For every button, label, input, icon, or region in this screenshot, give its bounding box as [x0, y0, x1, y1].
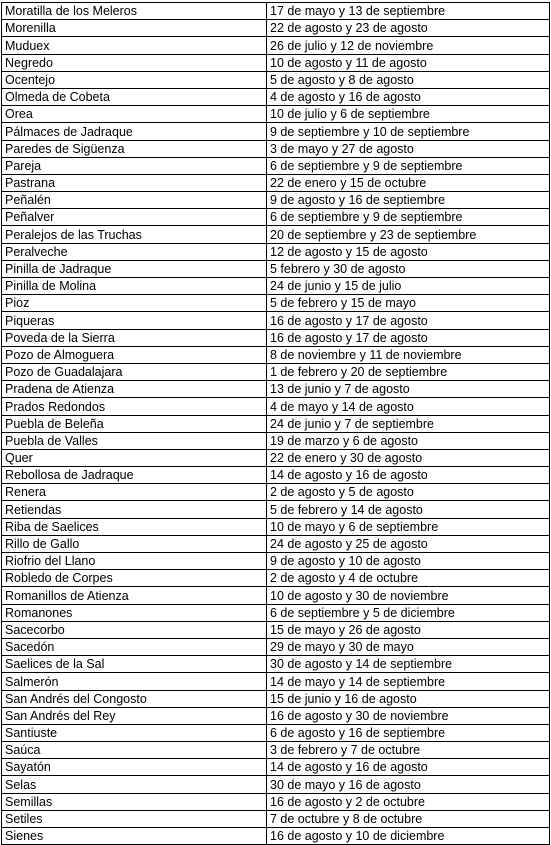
- table-row: [2, 106, 550, 123]
- municipality-cell: Romanones: [2, 604, 267, 621]
- dates-cell: 6 de septiembre y 9 de septiembre: [267, 209, 550, 226]
- dates-cell: 14 de mayo y 14 de septiembre: [267, 673, 550, 690]
- dates-cell: 15 de junio y 16 de agosto: [267, 690, 550, 707]
- table-row: [2, 570, 550, 587]
- municipality-cell: Riofrio del Llano: [2, 553, 267, 570]
- dates-cell: 10 de agosto y 30 de noviembre: [267, 587, 550, 604]
- municipality-cell: Pradena de Atienza: [2, 381, 267, 398]
- table-row: [2, 226, 550, 243]
- dates-cell: 19 de marzo y 6 de agosto: [267, 432, 550, 449]
- table-row: [2, 243, 550, 260]
- dates-cell: 16 de agosto y 30 de noviembre: [267, 707, 550, 724]
- table-row: [2, 3, 550, 20]
- municipality-cell: Semillas: [2, 793, 267, 810]
- dates-cell: 17 de mayo y 13 de septiembre: [267, 3, 550, 20]
- municipality-cell: Peñalén: [2, 192, 267, 209]
- dates-cell: 14 de agosto y 16 de agosto: [267, 759, 550, 776]
- dates-cell: 2 de agosto y 4 de octubre: [267, 570, 550, 587]
- municipality-cell: Pinilla de Jadraque: [2, 260, 267, 277]
- municipality-cell: Sacedón: [2, 638, 267, 655]
- table-row: [2, 638, 550, 655]
- table-row: [2, 312, 550, 329]
- dates-cell: 9 de septiembre y 10 de septiembre: [267, 123, 550, 140]
- dates-cell: 30 de agosto y 14 de septiembre: [267, 656, 550, 673]
- municipality-cell: San Andrés del Congosto: [2, 690, 267, 707]
- municipality-cell: Peralejos de las Truchas: [2, 226, 267, 243]
- table-row: [2, 587, 550, 604]
- table-row: [2, 673, 550, 690]
- municipality-cell: Rillo de Gallo: [2, 535, 267, 552]
- dates-cell: 10 de mayo y 6 de septiembre: [267, 518, 550, 535]
- dates-cell: 13 de junio y 7 de agosto: [267, 381, 550, 398]
- municipality-cell: Sacecorbo: [2, 621, 267, 638]
- table-row: [2, 381, 550, 398]
- table-row: [2, 535, 550, 552]
- table-row: [2, 518, 550, 535]
- municipality-cell: Pozo de Guadalajara: [2, 363, 267, 380]
- municipality-cell: Puebla de Beleña: [2, 415, 267, 432]
- table-row: [2, 278, 550, 295]
- dates-cell: 22 de enero y 30 de agosto: [267, 449, 550, 466]
- municipality-cell: Pioz: [2, 295, 267, 312]
- table-row: [2, 209, 550, 226]
- table-row: [2, 363, 550, 380]
- municipality-cell: Orea: [2, 106, 267, 123]
- municipality-cell: Quer: [2, 449, 267, 466]
- dates-cell: 7 de octubre y 8 de octubre: [267, 810, 550, 827]
- municipality-cell: Renera: [2, 484, 267, 501]
- table-row: [2, 192, 550, 209]
- dates-cell: 3 de febrero y 7 de octubre: [267, 742, 550, 759]
- table-row: [2, 828, 550, 845]
- dates-cell: 3 de mayo y 27 de agosto: [267, 140, 550, 157]
- table-row: [2, 71, 550, 88]
- dates-cell: 2 de agosto y 5 de agosto: [267, 484, 550, 501]
- dates-cell: 10 de agosto y 11 de agosto: [267, 54, 550, 71]
- festivities-table: [1, 2, 550, 845]
- municipality-cell: Muduex: [2, 37, 267, 54]
- municipality-cell: Negredo: [2, 54, 267, 71]
- table-row: [2, 398, 550, 415]
- dates-cell: 24 de junio y 15 de julio: [267, 278, 550, 295]
- table-row: [2, 37, 550, 54]
- table-row: [2, 346, 550, 363]
- municipality-cell: Pozo de Almoguera: [2, 346, 267, 363]
- dates-cell: 4 de agosto y 16 de agosto: [267, 88, 550, 105]
- table-row: [2, 329, 550, 346]
- municipality-cell: Ocentejo: [2, 71, 267, 88]
- table-row: [2, 432, 550, 449]
- municipality-cell: Selas: [2, 776, 267, 793]
- table-row: [2, 707, 550, 724]
- municipality-cell: Morenilla: [2, 20, 267, 37]
- table-row: [2, 20, 550, 37]
- municipality-cell: Santiuste: [2, 724, 267, 741]
- municipality-cell: Salmerón: [2, 673, 267, 690]
- table-row: [2, 54, 550, 71]
- dates-cell: 8 de noviembre y 11 de noviembre: [267, 346, 550, 363]
- table-row: [2, 174, 550, 191]
- table-row: [2, 621, 550, 638]
- dates-cell: 16 de agosto y 10 de diciembre: [267, 828, 550, 845]
- municipality-cell: Retiendas: [2, 501, 267, 518]
- table-row: [2, 793, 550, 810]
- dates-cell: 10 de julio y 6 de septiembre: [267, 106, 550, 123]
- table-row: [2, 501, 550, 518]
- dates-cell: 9 de agosto y 10 de agosto: [267, 553, 550, 570]
- dates-cell: 29 de mayo y 30 de mayo: [267, 638, 550, 655]
- dates-cell: 6 de septiembre y 9 de septiembre: [267, 157, 550, 174]
- table-row: [2, 140, 550, 157]
- dates-cell: 1 de febrero y 20 de septiembre: [267, 363, 550, 380]
- table-row: [2, 553, 550, 570]
- table-row: [2, 484, 550, 501]
- table-row: [2, 295, 550, 312]
- table-row: [2, 776, 550, 793]
- municipality-cell: Pinilla de Molina: [2, 278, 267, 295]
- municipality-cell: Prados Redondos: [2, 398, 267, 415]
- table-body: [2, 3, 550, 845]
- table-row: [2, 724, 550, 741]
- municipality-cell: Rebollosa de Jadraque: [2, 467, 267, 484]
- table-row: [2, 467, 550, 484]
- municipality-cell: Saúca: [2, 742, 267, 759]
- municipality-cell: Pareja: [2, 157, 267, 174]
- municipality-cell: Pálmaces de Jadraque: [2, 123, 267, 140]
- municipality-cell: Setiles: [2, 810, 267, 827]
- municipality-cell: Poveda de la Sierra: [2, 329, 267, 346]
- municipality-cell: Piqueras: [2, 312, 267, 329]
- municipality-cell: Puebla de Valles: [2, 432, 267, 449]
- table-row: [2, 449, 550, 466]
- municipality-cell: Moratilla de los Meleros: [2, 3, 267, 20]
- municipality-cell: Pastrana: [2, 174, 267, 191]
- dates-cell: 15 de mayo y 26 de agosto: [267, 621, 550, 638]
- municipality-cell: Riba de Saelices: [2, 518, 267, 535]
- dates-cell: 9 de agosto y 16 de septiembre: [267, 192, 550, 209]
- dates-cell: 30 de mayo y 16 de agosto: [267, 776, 550, 793]
- dates-cell: 22 de agosto y 23 de agosto: [267, 20, 550, 37]
- municipality-cell: Sienes: [2, 828, 267, 845]
- municipality-cell: Romanillos de Atienza: [2, 587, 267, 604]
- dates-cell: 5 de febrero y 14 de agosto: [267, 501, 550, 518]
- table-row: [2, 604, 550, 621]
- table-row: [2, 759, 550, 776]
- dates-cell: 24 de junio y 7 de septiembre: [267, 415, 550, 432]
- dates-cell: 5 de agosto y 8 de agosto: [267, 71, 550, 88]
- municipality-cell: San Andrés del Rey: [2, 707, 267, 724]
- dates-cell: 5 febrero y 30 de agosto: [267, 260, 550, 277]
- table-row: [2, 656, 550, 673]
- dates-cell: 16 de agosto y 17 de agosto: [267, 312, 550, 329]
- municipality-cell: Paredes de Sigüenza: [2, 140, 267, 157]
- table-row: [2, 88, 550, 105]
- dates-cell: 6 de agosto y 16 de septiembre: [267, 724, 550, 741]
- dates-cell: 16 de agosto y 2 de octubre: [267, 793, 550, 810]
- dates-cell: 12 de agosto y 15 de agosto: [267, 243, 550, 260]
- municipality-cell: Olmeda de Cobeta: [2, 88, 267, 105]
- table-row: [2, 123, 550, 140]
- table-row: [2, 415, 550, 432]
- table-row: [2, 810, 550, 827]
- table-row: [2, 742, 550, 759]
- dates-cell: 24 de agosto y 25 de agosto: [267, 535, 550, 552]
- dates-cell: 22 de enero y 15 de octubre: [267, 174, 550, 191]
- municipality-cell: Peralveche: [2, 243, 267, 260]
- dates-cell: 20 de septiembre y 23 de septiembre: [267, 226, 550, 243]
- dates-cell: 14 de agosto y 16 de agosto: [267, 467, 550, 484]
- dates-cell: 5 de febrero y 15 de mayo: [267, 295, 550, 312]
- municipality-cell: Peñalver: [2, 209, 267, 226]
- municipality-cell: Saelices de la Sal: [2, 656, 267, 673]
- table-row: [2, 690, 550, 707]
- table-row: [2, 260, 550, 277]
- dates-cell: 6 de septiembre y 5 de diciembre: [267, 604, 550, 621]
- municipality-cell: Sayatón: [2, 759, 267, 776]
- table-row: [2, 157, 550, 174]
- municipality-cell: Robledo de Corpes: [2, 570, 267, 587]
- dates-cell: 16 de agosto y 17 de agosto: [267, 329, 550, 346]
- dates-cell: 26 de julio y 12 de noviembre: [267, 37, 550, 54]
- dates-cell: 4 de mayo y 14 de agosto: [267, 398, 550, 415]
